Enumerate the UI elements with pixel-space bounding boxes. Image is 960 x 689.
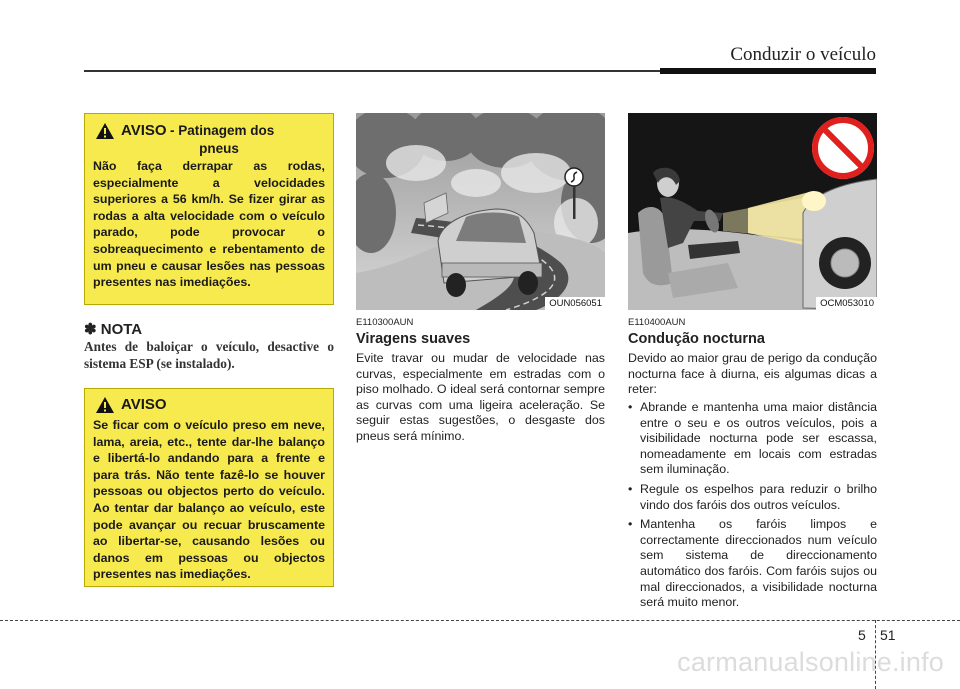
section-code: E110300AUN: [356, 317, 414, 328]
warning-text: Se ficar com o veículo preso em neve, lama, areia, etc., tente dar-lhe balanço e libertá-lo andando para a frente e para trás. Não tente fazê-lo se houver pessoas ou objectos perto do veículo. Ao tentar dar balanço ao veículo, este pode avançar ou recuar bruscamente ao libertar-se, causando lesões ou danos em pessoas ou objectos presentes nas imediações.: [93, 418, 325, 582]
prohibition-icon: [812, 117, 874, 179]
page-number: 51: [880, 627, 896, 643]
oncoming-car: [802, 179, 877, 310]
warning-triangle-icon: [95, 122, 115, 140]
chapter-number: 5: [858, 627, 866, 643]
image-code: OCM053010: [816, 297, 877, 310]
note-text: Antes de baloiçar o veículo, desactive o sistema ESP (se instalado).: [84, 339, 334, 371]
warning-box-tire-spin: [84, 113, 334, 305]
section-title: Condução nocturna: [628, 331, 765, 347]
winding-road-illustration: [356, 113, 605, 310]
warning-text: Não faça derrapar as rodas, especialmente a velocidades superiores a 56 km/h. Se fizer girar as rodas a alta velocidade com o veículo parado, pode provocar o sobreaquecimento e rebentamento de um pneu e causar lesões nas pessoas presentes nas imediações.: [93, 159, 325, 290]
note-heading: ✽ NOTA: [84, 321, 143, 338]
header-rule-accent: [660, 68, 876, 74]
warning-box-stuck-vehicle: [84, 388, 334, 587]
section-title: Viragens suaves: [356, 331, 471, 347]
footer-rule: [0, 620, 960, 621]
list-item: • Regule os espelhos para reduzir o brilho vindo dos faróis dos outros veículos.: [628, 482, 877, 513]
warning-triangle-icon: [95, 396, 115, 414]
list-item: • Abrande e mantenha uma maior distância entre o seu e os outros veículos, pois a visibilidade nocturna pode ser escassa, nomeadamente em locais com estradas sem iluminação.: [628, 400, 877, 478]
warning-title: AVISO: [121, 122, 167, 139]
night-glare-illustration: [628, 113, 877, 310]
section-intro: Devido ao maior grau de perigo da condução nocturna face à diurna, eis algumas dicas a reter:: [628, 351, 877, 397]
list-item: • Mantenha os faróis limpos e correctamente direccionados num veículo sem sistema de direccionamento automático dos faróis. Com faróis sujos ou mal direccionados, a visibilidade nocturna será muito menor.: [628, 517, 877, 611]
watermark: carmanualsonline.info: [677, 647, 944, 677]
warning-subtitle: - Patinagem dos: [170, 123, 275, 138]
section-text: Evite travar ou mudar de velocidade nas curvas, especialmente em estradas com o piso molhado. O ideal será contornar sempre as curvas com uma ligeira aceleração. Se seguir estas sugestões, o desgaste dos pneus será mínimo.: [356, 351, 605, 443]
photo-night-driving: [628, 113, 877, 310]
warning-title: AVISO: [121, 396, 167, 413]
image-code: OUN056051: [545, 297, 605, 310]
photo-winding-road: [356, 113, 605, 310]
section-code: E110400AUN: [628, 317, 686, 328]
warning-subtitle-cont: pneus: [199, 141, 239, 156]
header-title: Conduzir o veículo: [730, 44, 876, 65]
tips-list: [628, 400, 877, 615]
